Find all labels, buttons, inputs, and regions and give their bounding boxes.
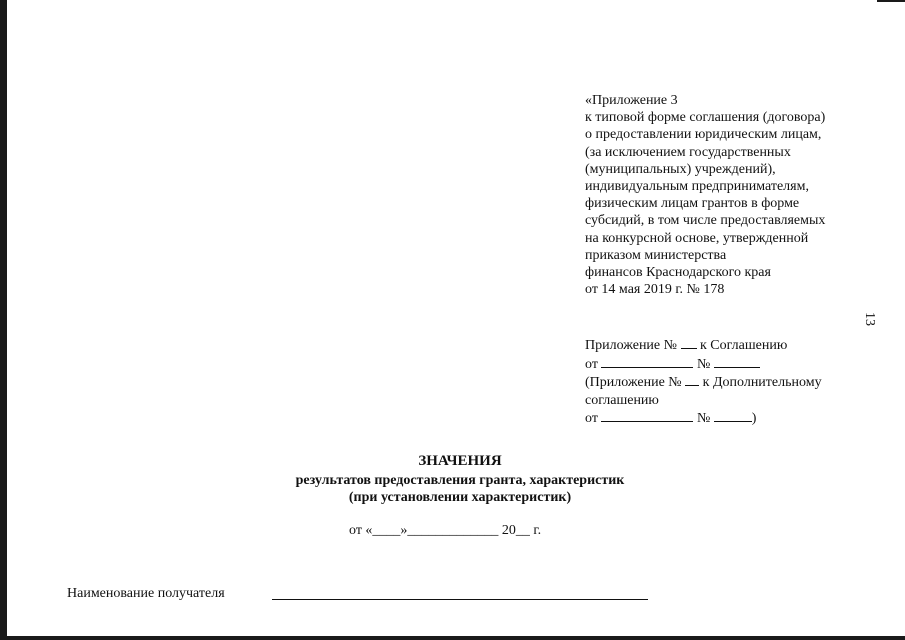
agreement-row-1 [585, 336, 885, 355]
appendix-number-blank [681, 336, 697, 349]
appendix-line: (муниципальных) учреждений), [585, 161, 776, 177]
agreement-appendix-prefix: Приложение № [585, 338, 677, 353]
number-blank [714, 355, 760, 368]
appendix-line: приказом министерства [585, 247, 727, 263]
document-subtitle-1: результатов предоставления гранта, характеристик [295, 473, 625, 488]
appendix-line: физическим лицам грантов в форме [585, 196, 800, 212]
additional-appendix-suffix: к Дополнительному [702, 375, 822, 390]
recipient-name-label: Наименование получателя [67, 586, 225, 601]
number-label: № [696, 356, 711, 372]
agreement-row-2 [585, 355, 885, 374]
scan-edge-left [0, 0, 7, 640]
additional-number-blank [685, 373, 699, 386]
from-label-2: от [585, 411, 598, 426]
appendix-line: от 14 мая 2019 г. № 178 [585, 282, 725, 298]
appendix-line: о предоставлении юридическим лицам, [585, 127, 822, 143]
appendix-line: на конкурсной основе, утвержденной [585, 230, 809, 246]
appendix-line: финансов Краснодарского края [585, 265, 771, 281]
agreement-appendix-suffix: к Соглашению [700, 338, 788, 353]
document-title-block [240, 453, 680, 506]
number-blank-2 [714, 409, 752, 422]
appendix-reference-block [585, 92, 885, 298]
document-date-line: от «____»_____________ 20__ г. [349, 523, 542, 538]
agreement-reference-block [585, 336, 885, 428]
appendix-line: «Приложение 3 [585, 93, 678, 108]
recipient-name-blank [272, 599, 648, 600]
agreement-row-5 [585, 409, 885, 428]
number-label-2: № [696, 411, 711, 426]
from-label: от [585, 356, 598, 372]
date-blank-2 [601, 409, 693, 422]
document-title: ЗНАЧЕНИЯ [418, 453, 502, 469]
closing-paren: ) [751, 411, 757, 426]
appendix-line: (за исключением государственных [585, 144, 791, 160]
scan-edge-top-right [877, 0, 905, 2]
additional-appendix-prefix: (Приложение № [585, 375, 682, 390]
appendix-line: субсидий, в том числе предоставляемых [585, 213, 826, 229]
document-subtitle-2: (при установлении характеристик) [348, 490, 572, 505]
date-blank [601, 355, 693, 368]
agreement-row-4: соглашению [585, 392, 659, 408]
appendix-line: к типовой форме соглашения (договора) [585, 110, 826, 126]
page-number: 13 [862, 312, 877, 326]
scan-edge-bottom [0, 636, 905, 640]
agreement-row-3 [585, 373, 885, 392]
appendix-line: индивидуальным предпринимателям, [585, 179, 809, 195]
